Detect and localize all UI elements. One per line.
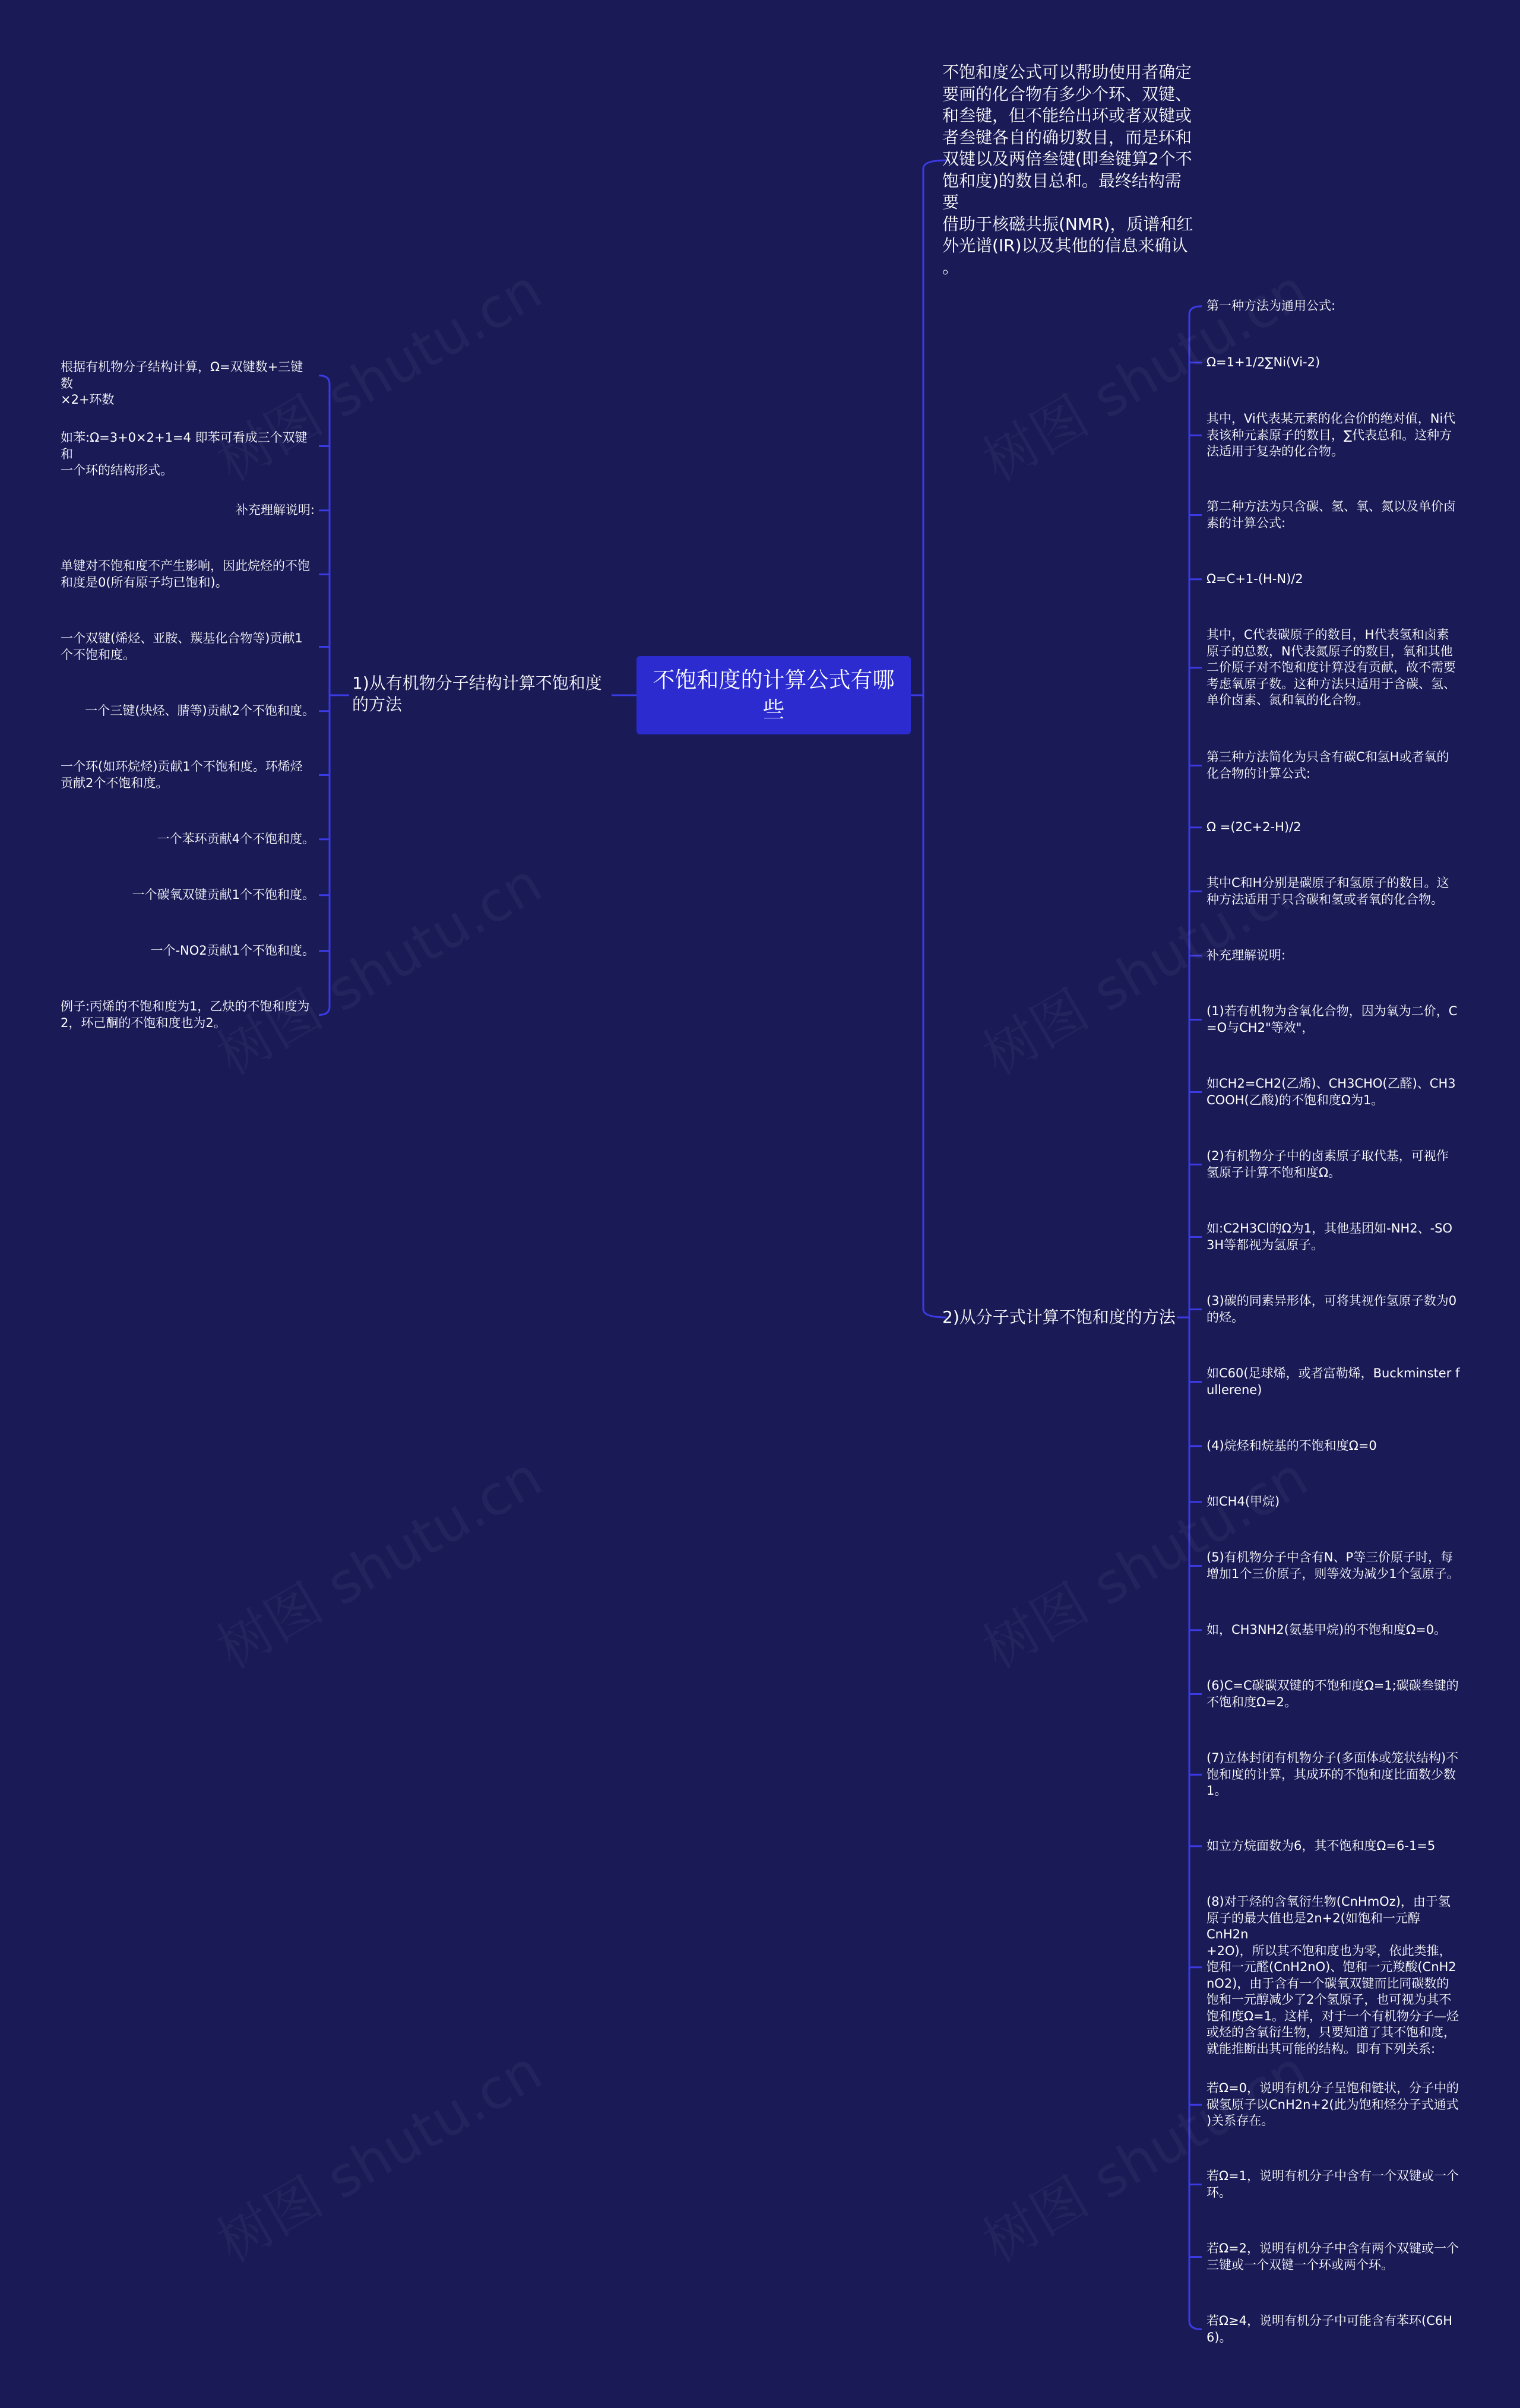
left-leaf-item[interactable]: 一个双键(烯烃、亚胺、羰基化合物等)贡献1 个不饱和度。: [61, 631, 303, 662]
right-leaf-item[interactable]: Ω=1+1/2∑Ni(Vi-2): [1206, 355, 1320, 369]
left-branch-title[interactable]: 1)从有机物分子结构计算不饱和度 的方法: [352, 673, 602, 714]
right-leaf-item[interactable]: (1)若有机物为含氧化合物，因为氧为二价，C =O与CH2"等效"，: [1206, 1004, 1458, 1035]
right-leaf-item[interactable]: (5)有机物分子中含有N、P等三价原子时，每 增加1个三价原子，则等效为减少1个氢原子。: [1206, 1550, 1459, 1581]
right-leaf-item[interactable]: (4)烷烃和烷基的不饱和度Ω=0: [1206, 1439, 1377, 1453]
right-leaf-item[interactable]: Ω=C+1-(H-N)/2: [1206, 572, 1303, 586]
connector-line: [923, 160, 946, 1317]
left-leaf-item[interactable]: 一个-NO2贡献1个不饱和度。: [150, 943, 315, 958]
right-leaf-item[interactable]: 如C60(足球烯，或者富勒烯，Buckminster f ullerene): [1206, 1366, 1460, 1397]
right-leaf-item[interactable]: 第三种方法简化为只含有碳C和氢H或者氧的 化合物的计算公式:: [1206, 750, 1449, 781]
right-leaf-item[interactable]: 如CH4(甲烷): [1206, 1494, 1280, 1509]
right-leaf-item[interactable]: 其中C和H分别是碳原子和氢原子的数目。这 种方法适用于只含碳和氢或者氧的化合物。: [1206, 876, 1449, 907]
right-leaf-item[interactable]: 补充理解说明:: [1206, 948, 1286, 962]
right-leaf-item[interactable]: 第二种方法为只含碳、氢、氧、氮以及单价卤 素的计算公式:: [1206, 499, 1456, 530]
left-leaf-item[interactable]: 一个碳氧双键贡献1个不饱和度。: [132, 888, 315, 902]
right-leaf-item[interactable]: 若Ω=2，说明有机分子中含有两个双键或一个 三键或一个双键一个环或两个环。: [1206, 2241, 1459, 2272]
right-branch-title[interactable]: 2)从分子式计算不饱和度的方法: [942, 1307, 1176, 1327]
left-leaf-item[interactable]: 例子:丙烯的不饱和度为1，乙炔的不饱和度为 2，环己酮的不饱和度也为2。: [61, 999, 310, 1030]
intro-text[interactable]: 不饱和度公式可以帮助使用者确定 要画的化合物有多少个环、双键、 和叁键，但不能给出环或者双键或 者叁键各自的确切数目，而是环和 双键以及两倍叁键(即叁键算2个不 饱和度)的数目总和。最终结构需要 借助于核磁共振(NMR)，质谱和红 外光谱(IR)以及其他的信息来确认 。: [942, 62, 1193, 277]
right-leaf-item[interactable]: 如:C2H3Cl的Ω为1，其他基团如-NH2、-SO 3H等都视为氢原子。: [1206, 1221, 1453, 1252]
right-leaf-item[interactable]: 如立方烷面数为6，其不饱和度Ω=6-1=5: [1206, 1839, 1436, 1853]
right-leaf-item[interactable]: 若Ω=1，说明有机分子中含有一个双键或一个 环。: [1206, 2169, 1459, 2200]
root-topic[interactable]: 不饱和度的计算公式有哪 些: [636, 656, 911, 734]
right-leaf-item[interactable]: (2)有机物分子中的卤素原子取代基，可视作 氢原子计算不饱和度Ω。: [1206, 1149, 1449, 1180]
connector-line: [319, 376, 330, 1015]
right-leaf-item[interactable]: (6)C=C碳碳双键的不饱和度Ω=1;碳碳叁键的 不饱和度Ω=2。: [1206, 1678, 1459, 1709]
right-leaf-item[interactable]: (7)立体封闭有机物分子(多面体或笼状结构)不 饱和度的计算，其成环的不饱和度比面数少数 1。: [1206, 1751, 1459, 1798]
left-leaf-item[interactable]: 一个三键(炔烃、腈等)贡献2个不饱和度。: [85, 704, 315, 718]
left-leaf-item[interactable]: 一个苯环贡献4个不饱和度。: [157, 832, 315, 846]
right-leaf-item[interactable]: 若Ω≥4，说明有机分子中可能含有苯环(C6H 6)。: [1206, 2314, 1453, 2344]
right-leaf-item[interactable]: (3)碳的同素异形体，可将其视作氢原子数为0 的烃。: [1206, 1294, 1457, 1325]
right-leaf-item[interactable]: 如，CH3NH2(氨基甲烷)的不饱和度Ω=0。: [1206, 1623, 1447, 1637]
right-leaf-item[interactable]: 第一种方法为通用公式:: [1206, 299, 1336, 313]
right-leaf-item[interactable]: 若Ω=0，说明有机分子呈饱和链状，分子中的 碳氢原子以CnH2n+2(此为饱和烃分子式通式 )关系存在。: [1206, 2081, 1459, 2128]
right-leaf-item[interactable]: 如CH2=CH2(乙烯)、CH3CHO(乙醛)、CH3 COOH(乙酸)的不饱和度Ω为1。: [1206, 1076, 1456, 1107]
left-leaf-item[interactable]: 如苯:Ω=3+0×2+1=4 即苯可看成三个双键和 一个环的结构形式。: [61, 430, 308, 477]
right-leaf-item[interactable]: (8)对于烃的含氧衍生物(CnHmOz)，由于氢 原子的最大值也是2n+2(如饱和一元醇CnH2n +2O)，所以其不饱和度也为零，依此类推， 饱和一元醛(CnH2nO)、饱和一元羧酸(CnH2 nO2)，由于含有一个碳氧双键而比同碳数的 饱和一元醇减少了2个氢原子，也可视为其不 饱和度Ω=1。这样，对于一个有机物分子—烃 或烃的含氧衍生物，只要知道了其不饱和度， 就能推断出其可能的结构。即有下列关系:: [1206, 1894, 1459, 2056]
left-leaf-item[interactable]: 单键对不饱和度不产生影响，因此烷烃的不饱 和度是0(所有原子均已饱和)。: [61, 559, 310, 590]
left-leaf-item[interactable]: 根据有机物分子结构计算，Ω=双键数+三键数 ×2+环数: [61, 360, 303, 407]
right-leaf-item[interactable]: 其中，Vi代表某元素的化合价的绝对值，Ni代 表该种元素原子的数目，∑代表总和。这种方 法适用于复杂的化合物。: [1206, 411, 1456, 458]
left-leaf-item[interactable]: 补充理解说明:: [235, 503, 315, 517]
right-leaf-item[interactable]: Ω =(2C+2-H)/2: [1206, 820, 1302, 834]
right-leaf-item[interactable]: 其中，C代表碳原子的数目，H代表氢和卤素 原子的总数，N代表氮原子的数目，氧和其他 二价原子对不饱和度计算没有贡献，故不需要 考虑氧原子数。这种方法只适用于含碳、氢、 单价卤素、氮和氧的化合物。: [1206, 628, 1456, 707]
left-leaf-item[interactable]: 一个环(如环烷烃)贡献1个不饱和度。环烯烃 贡献2个不饱和度。: [61, 759, 303, 790]
